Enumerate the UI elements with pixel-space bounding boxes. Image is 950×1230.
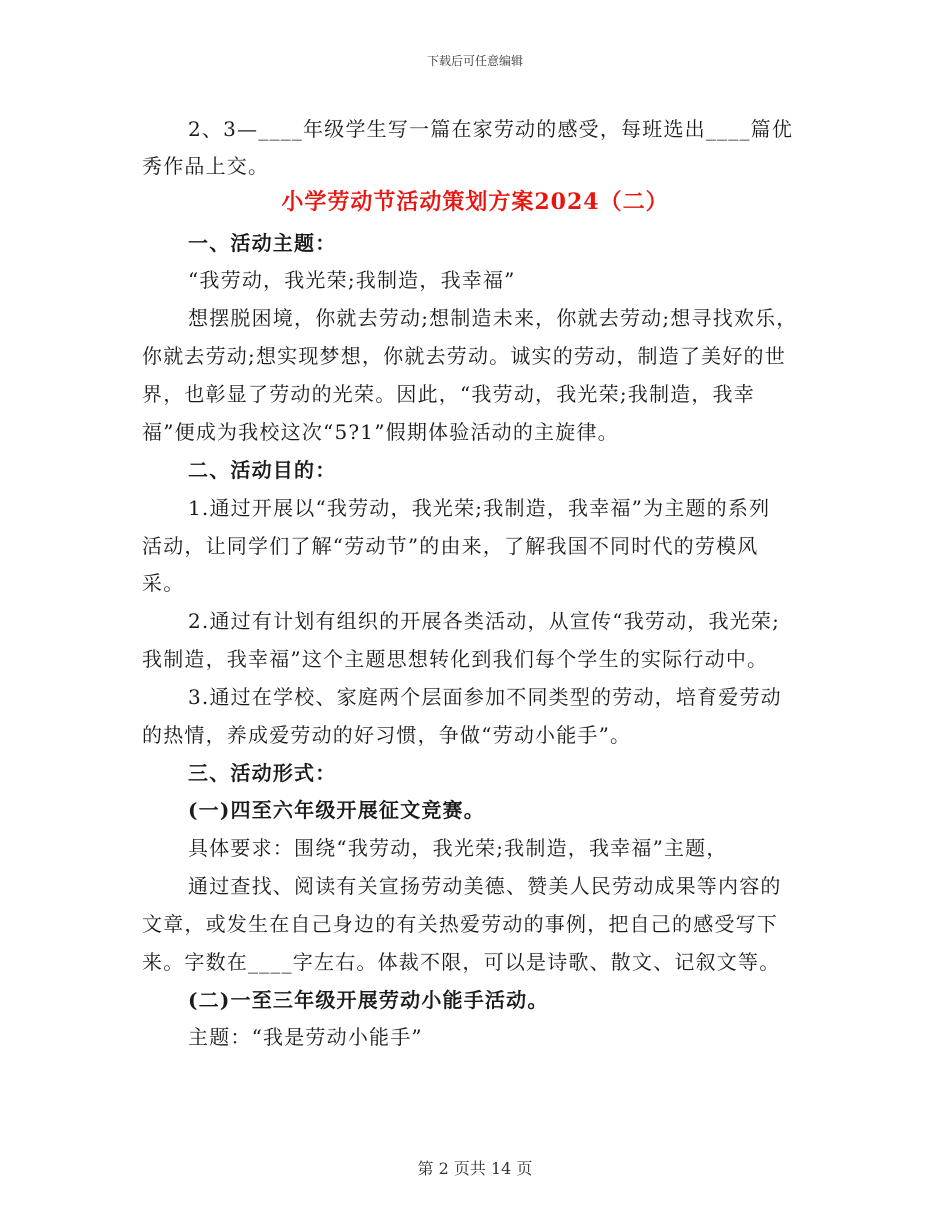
section-heading-form: 三、活动形式： [188,761,337,785]
body-line: 我制造，我幸福”这个主题思想转化到我们每个学生的实际行动中。 [142,647,769,671]
section-heading-theme: 一、活动主题： [188,231,337,255]
body-line: 的热情，养成爱劳动的好习惯，争做“劳动小能手”。 [142,723,632,747]
body-line: 主题：“我是劳动小能手” [188,1025,423,1049]
body-line: 来。字数在____字左右。体裁不限，可以是诗歌、散文、记叙文等。 [142,950,781,974]
body-line: 福”便成为我校这次“5?1”假期体验活动的主旋律。 [142,420,619,444]
body-line: 通过查找、阅读有关宣扬劳动美德、赞美人民劳动成果等内容的 [188,874,782,898]
body-line: 你就去劳动;想实现梦想，你就去劳动。诚实的劳动，制造了美好的世 [142,344,786,368]
body-line: 秀作品上交。 [142,154,270,178]
section-title: 小学劳动节活动策划方案2024（二） [281,189,669,215]
body-line: 活动，让同学们了解“劳动节”的由来，了解我国不同时代的劳模风 [142,534,759,558]
body-line: 3.通过在学校、家庭两个层面参加不同类型的劳动，培育爱劳动 [188,685,782,709]
body-line: 具体要求：围绕“我劳动，我光荣;我制造，我幸福”主题， [188,836,728,860]
body-line: 想摆脱困境，你就去劳动;想制造未来，你就去劳动;想寻找欢乐， [188,306,798,330]
body-line: 文章，或发生在自己身边的有关热爱劳动的事例，把自己的感受写下 [142,912,778,936]
body-line: 采。 [142,571,185,595]
body-line: 1.通过开展以“我劳动，我光荣;我制造，我幸福”为主题的系列 [188,496,771,520]
subsection-heading-essay: (一)四至六年级开展征文竞赛。 [188,798,485,822]
page-header-note: 下载后可任意编辑 [426,54,523,68]
body-line: 2、3—____年级学生写一篇在家劳动的感受，每班选出____篇优 [188,117,794,141]
body-line: 2.通过有计划有组织的开展各类活动，从宣传“我劳动，我光荣; [188,609,781,633]
subsection-heading-labor: (二)一至三年级开展劳动小能手活动。 [188,988,549,1012]
page-number: 第 2 页共 14 页 [417,1159,533,1178]
body-line: 界，也彰显了劳动的光荣。因此，“我劳动，我光荣;我制造，我幸 [142,382,755,406]
body-line: “我劳动，我光荣;我制造，我幸福” [188,268,516,292]
section-heading-purpose: 二、活动目的： [188,458,337,482]
